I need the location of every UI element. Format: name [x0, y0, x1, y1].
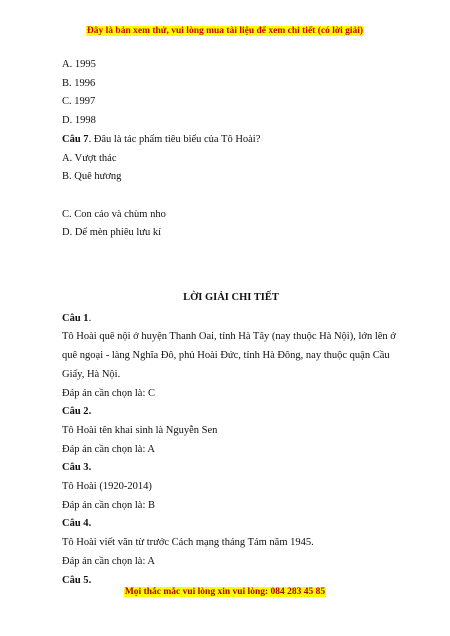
- solution-3-heading: Câu 3.: [62, 462, 92, 474]
- option-q7-c: C. Con cáo và chùm nho: [62, 208, 166, 220]
- solution-4-heading: Câu 4.: [62, 518, 92, 530]
- solution-1-answer: Đáp án cần chọn là: C: [62, 387, 156, 399]
- option-q7-b: B. Quê hương: [62, 171, 122, 183]
- question-7-label: Câu 7: [62, 133, 89, 145]
- solution-3-explanation: Tô Hoài (1920-2014): [62, 481, 152, 493]
- option-q6-d: D. 1998: [62, 115, 96, 127]
- solution-3-label: Câu 3: [62, 462, 89, 474]
- spacer: [62, 243, 400, 289]
- solution-4-label: Câu 4: [62, 518, 89, 530]
- solution-2-explanation: Tô Hoài tên khai sinh là Nguyễn Sen: [62, 424, 218, 436]
- header-notice: [0, 26, 450, 36]
- option-q6-b: B. 1996: [62, 77, 96, 89]
- solution-2-answer: Đáp án cần chọn là: A: [62, 443, 156, 455]
- solution-3-answer: Đáp án cần chọn là: B: [62, 499, 156, 511]
- question-7-text: . Đâu là tác phẩm tiêu biểu của Tô Hoài?: [88, 133, 261, 145]
- solution-1-explanation: Tô Hoài quê nội ở huyện Thanh Oai, tỉnh Hà Tây (nay thuộc Hà Nội), lớn lên ở quê ngoại - làng Nghĩa Đô, phủ Hoài Đức, tỉnh Hà Đông, nay thuộc quận Cầu Giấy, Hà Nội.: [62, 331, 396, 380]
- solution-4-answer: Đáp án cần chọn là: A: [62, 555, 156, 567]
- solution-2-label: Câu 2: [62, 406, 89, 418]
- solution-2-heading: Câu 2.: [62, 406, 92, 418]
- option-q6-a: A. 1995: [62, 59, 96, 70]
- question-7: [62, 131, 400, 150]
- spacer: [62, 187, 400, 206]
- solution-1-label: Câu 1: [62, 312, 89, 324]
- solution-title: LỜI GIẢI CHI TIẾT: [183, 292, 279, 304]
- footer-notice-text: Mọi thắc mắc vui lòng xin vui lòng: 084 283 45 85: [124, 587, 326, 597]
- solution-5-label: Câu 5: [62, 574, 89, 586]
- footer-notice: [0, 587, 450, 597]
- solution-1-heading: Câu 1.: [62, 312, 92, 324]
- header-notice-text: Đây là bản xem thử, vui lòng mua tài liệu để xem chi tiết (có lời giải): [86, 26, 364, 36]
- solution-5-heading: Câu 5.: [62, 574, 92, 586]
- option-q7-a: A. Vượt thác: [62, 152, 117, 164]
- document-body: [62, 56, 400, 590]
- option-q7-d: D. Dế mèn phiêu lưu kí: [62, 227, 162, 239]
- solution-4-explanation: Tô Hoài viết văn từ trước Cách mạng tháng Tám năm 1945.: [62, 537, 314, 549]
- option-q6-c: C. 1997: [62, 96, 96, 108]
